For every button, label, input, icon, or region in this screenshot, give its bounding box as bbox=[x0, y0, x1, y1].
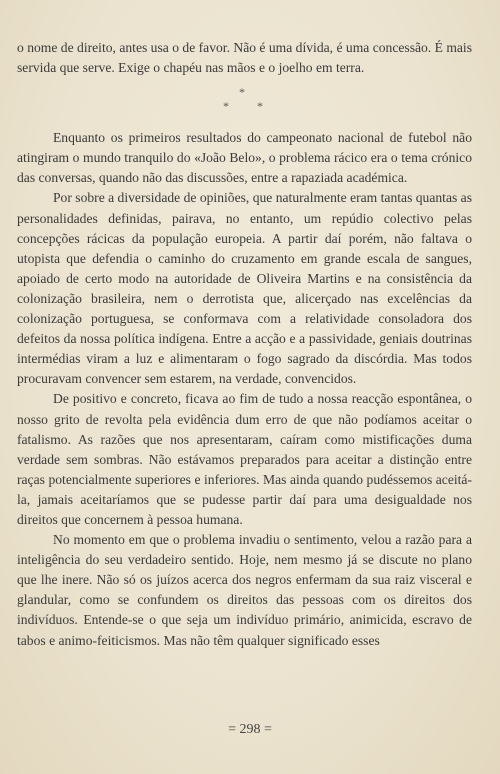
page-body bbox=[17, 38, 472, 651]
separator-star: * bbox=[257, 99, 263, 114]
separator-star: * bbox=[239, 85, 245, 100]
section-separator bbox=[17, 78, 472, 128]
page-number: = 298 = bbox=[228, 722, 272, 737]
body-paragraph: De positivo e concreto, ficava ao fim de tudo a nossa reacção espontânea, o nosso grito de revolta pela evidência dum erro de que não podíamos aceitar o fatalismo. As razões que nos apresentaram, caíram como mistificações duma verdade sem sombras. Não estávamos preparados para aceitar a distinção entre raças potencialmente superiores e inferiores. Mas ainda quando pudéssemos aceitá-la, jamais aceitaríamos que se pudesse partir daí para uma desigualdade nos direitos que concernem à pessoa humana. bbox=[17, 391, 472, 527]
intro-paragraph: o nome de direito, antes usa o de favor. Não é uma dívida, é uma concessão. É mais servida que serve. Exige o chapéu nas mãos e o joelho em terra. bbox=[17, 40, 472, 76]
body-paragraph: No momento em que o problema invadiu o sentimento, velou a razão para a inteligência do seu verdadeiro sentido. Hoje, nem mesmo já se discute no plano que lhe inere. Não só os juízos acerca dos negros enfermam da sua raiz visceral e glandular, como se confundem os direitos das pessoas com os direitos dos indivíduos. Entende-se o que seja um indivíduo primário, animicida, escravo de tabos e animo-feiticismos. Mas não têm qualquer significado esses bbox=[17, 532, 472, 648]
body-paragraph: Por sobre a diversidade de opiniões, que naturalmente eram tantas quantas as personalidades definidas, pairava, no entanto, um repúdio colectivo pelas concepções rácicas da população europeia. A partir daí porém, não faltava o utopista que defendia o caminho do cruzamento em grande escala de sangues, apoiado de certo modo na autoridade de Oliveira Martins e na consistência da colonização brasileira, nem o derrotista que, alicerçado nas excelências da colonização portuguesa, se conformava com a relatividade consoladora dos defeitos da nossa política indígena. Entre a acção e a passividade, geniais doutrinas intermédias viram a luz e alimentaram o fogo sagrado da discórdia. Mas todos procuravam convencer sem estarem, na verdade, convencidos. bbox=[17, 190, 473, 387]
separator-star: * bbox=[223, 99, 229, 114]
body-paragraph: Enquanto os primeiros resultados do campeonato nacional de futebol não atingiram o mundo tranquilo do «João Belo», o problema rácico era o tema crónico das conversas, quando não das discussões, entre a rapaziada académica. bbox=[17, 130, 472, 186]
